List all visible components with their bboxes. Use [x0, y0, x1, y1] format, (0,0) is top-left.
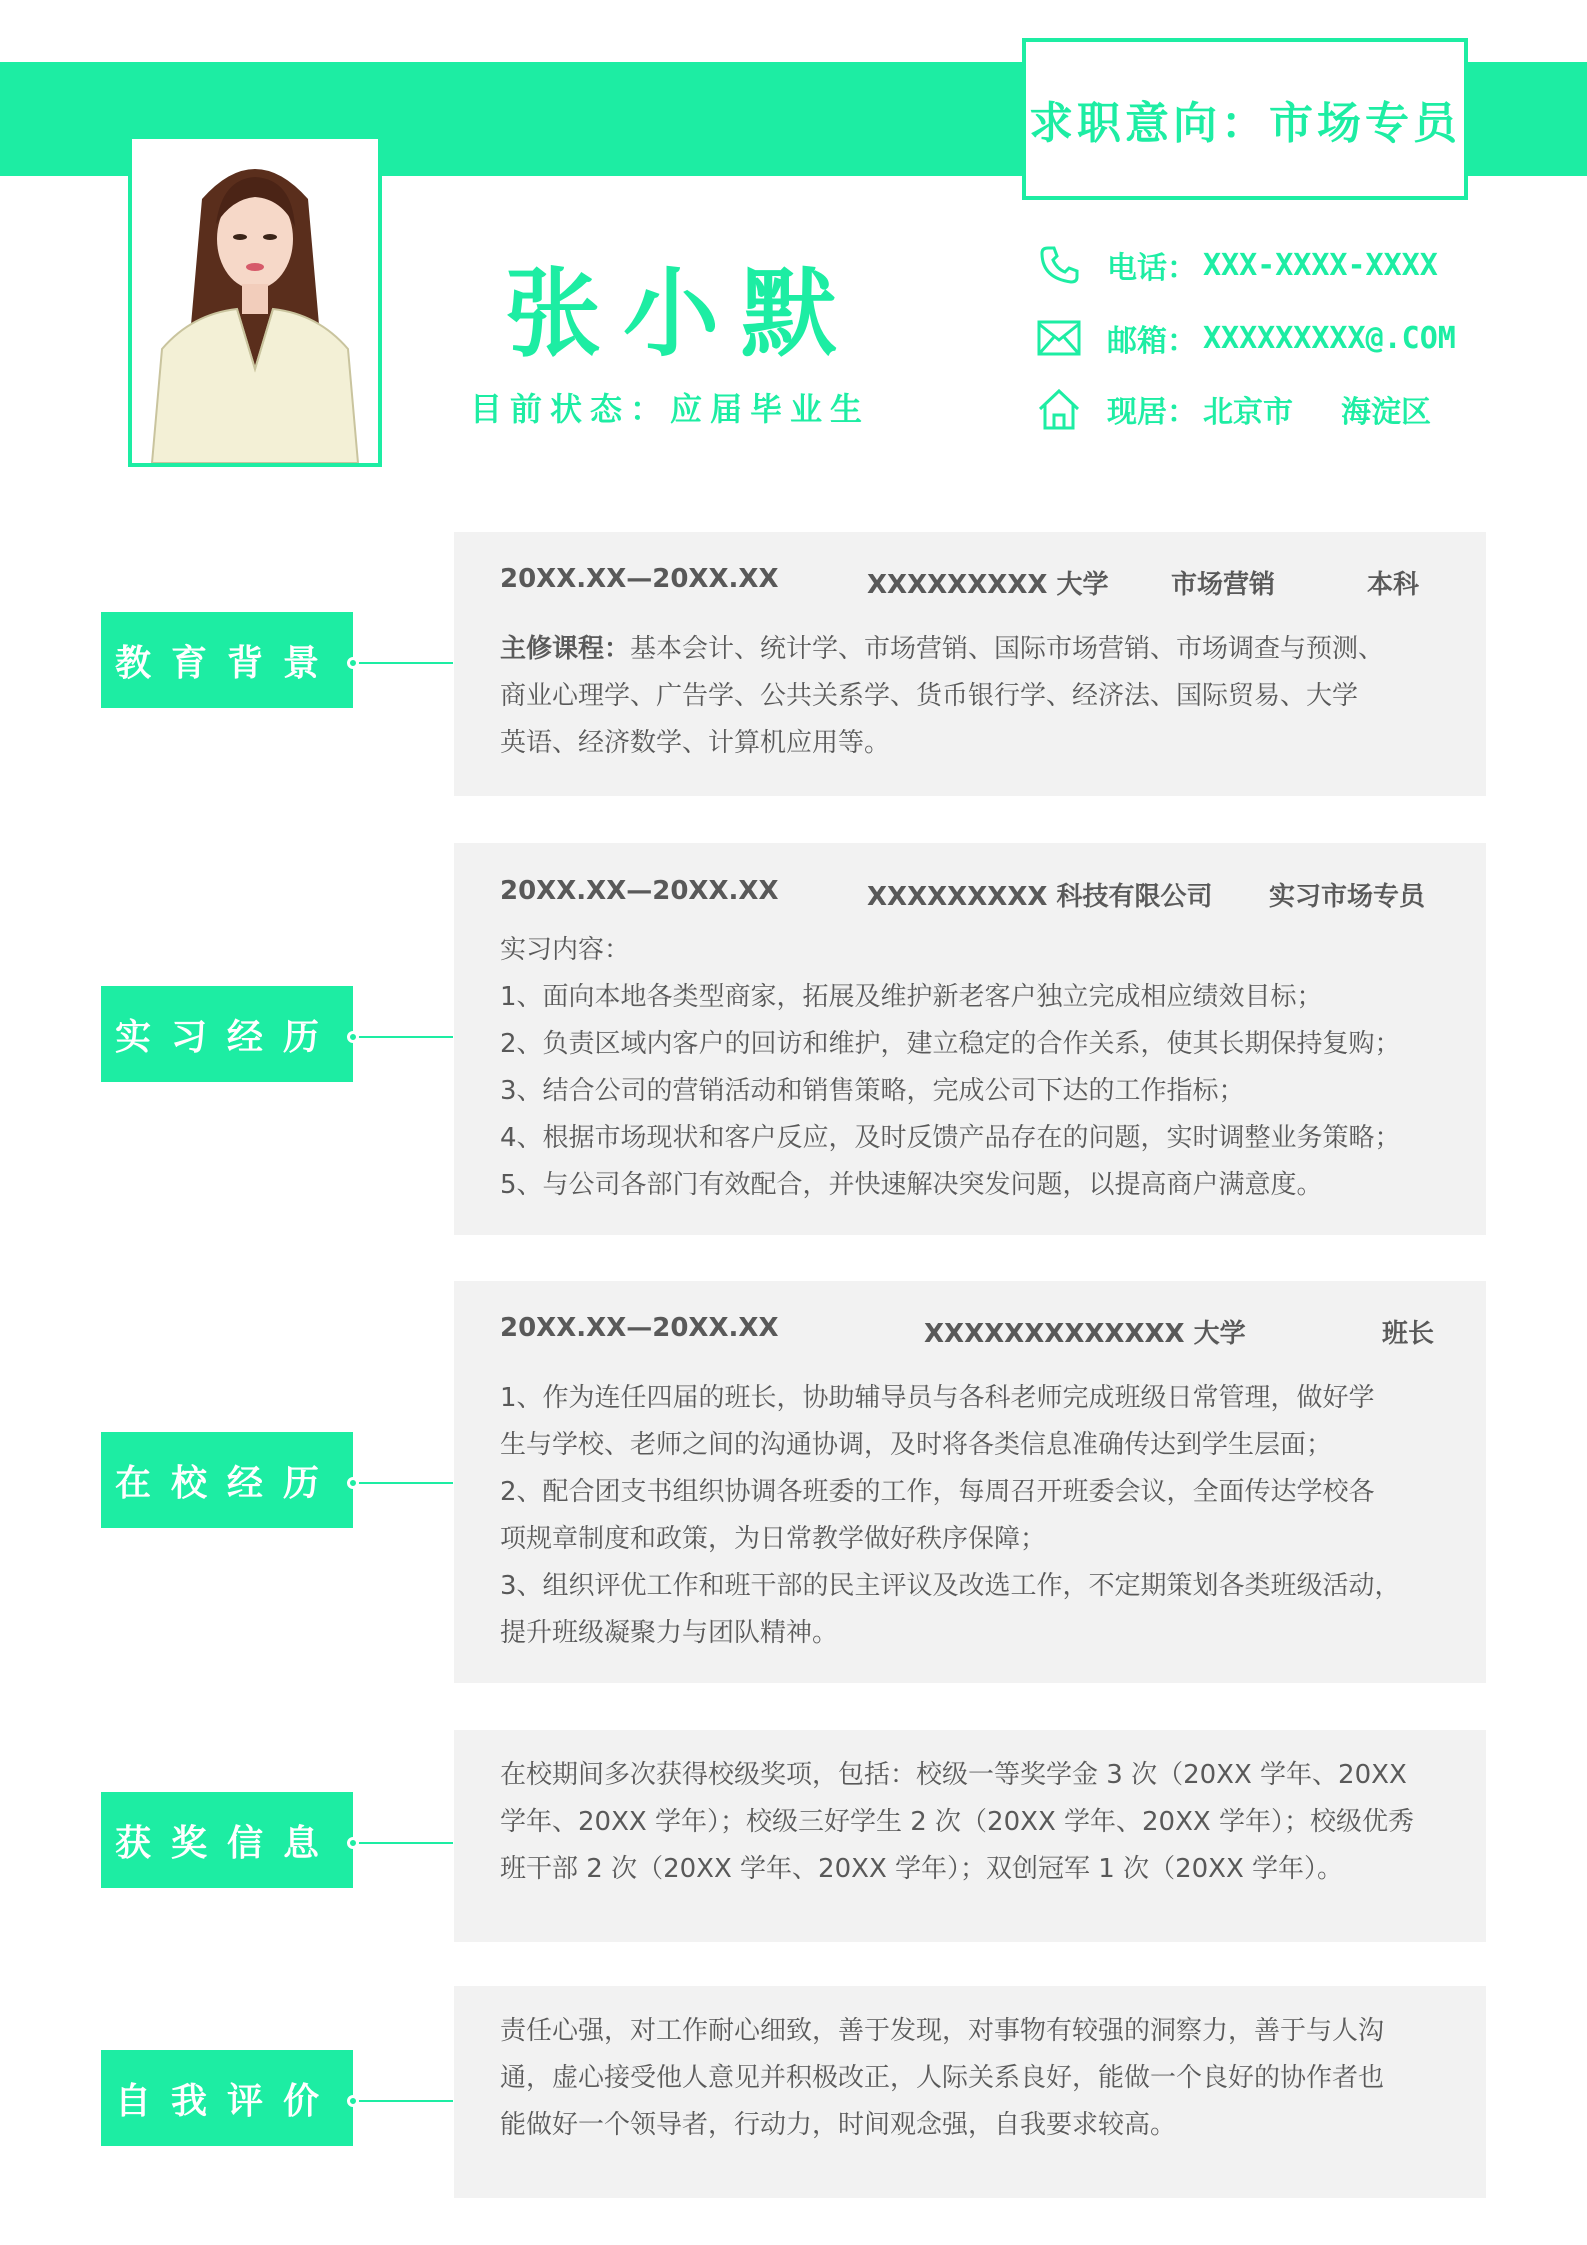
email-value: XXXXXXXXX@.COM: [1203, 320, 1456, 356]
intern-content-label: 实习内容：: [500, 935, 631, 965]
campus-line-4: 项规章制度和政策，为日常教学做好秩序保障；: [500, 1524, 1047, 1554]
avatar: [128, 135, 382, 467]
intern-line-5: 5、与公司各部门有效配合，并快速解决突发问题，以提高商户满意度。: [500, 1170, 1323, 1200]
campus-line-1: 1、作为连任四届的班长，协助辅导员与各科老师完成班级日常管理，做好学: [500, 1383, 1375, 1413]
address-district: 海淀区: [1341, 395, 1431, 430]
home-icon: [1035, 385, 1083, 433]
edu-line-3: 英语、经济数学、计算机应用等。: [500, 728, 891, 758]
contact-email: [1035, 313, 1456, 363]
current-status: 目前状态：应届毕业生: [470, 390, 871, 428]
intern-line-4: 4、根据市场现状和客户反应，及时反馈产品存在的问题，实时调整业务策略；: [500, 1123, 1401, 1153]
campus-line-5: 3、组织评优工作和班干部的民主评议及改选工作，不定期策划各类班级活动，: [500, 1571, 1401, 1601]
intern-period: 20XX.XX—20XX.XX: [500, 876, 779, 906]
connector-internship: [351, 1036, 453, 1038]
courses-label: 主修课程：: [500, 634, 631, 664]
address-city: 北京市: [1203, 395, 1293, 430]
section-label-campus: 在校经历: [101, 1432, 353, 1528]
card-internship: [454, 843, 1486, 1235]
edu-period: 20XX.XX—20XX.XX: [500, 564, 779, 594]
edu-degree: 本科: [1367, 570, 1420, 600]
contact-phone: [1035, 240, 1438, 290]
phone-label: 电话：: [1107, 251, 1197, 286]
card-self-eval: [454, 1986, 1486, 2198]
phone-icon: [1035, 241, 1083, 289]
phone-value: XXX-XXXX-XXXX: [1203, 247, 1438, 283]
section-label-awards: 获奖信息: [101, 1792, 353, 1888]
address-label: 现居：: [1107, 395, 1197, 430]
edu-school: XXXXXXXXX 大学: [867, 570, 1109, 600]
section-label-education: 教育背景: [101, 612, 353, 708]
intern-company: XXXXXXXXX 科技有限公司: [867, 882, 1213, 912]
card-awards: [454, 1730, 1486, 1942]
campus-role: 班长: [1382, 1319, 1435, 1349]
section-label-self-eval: 自我评价: [101, 2050, 353, 2146]
candidate-name: 张小默: [505, 258, 859, 370]
section-label-internship: 实习经历: [101, 986, 353, 1082]
campus-line-2: 生与学校、老师之间的沟通协调，及时将各类信息准确传达到学生层面；: [500, 1430, 1333, 1460]
campus-line-3: 2、配合团支书组织协调各班委的工作，每周召开班委会议，全面传达学校各: [500, 1477, 1375, 1507]
card-campus: [454, 1281, 1486, 1683]
awards-line-1: 在校期间多次获得校级奖项，包括：校级一等奖学金 3 次（20XX 学年、20XX: [500, 1760, 1407, 1790]
intern-line-2: 2、负责区域内客户的回访和维护，建立稳定的合作关系，使其长期保持复购；: [500, 1029, 1401, 1059]
intern-role: 实习市场专员: [1269, 882, 1426, 912]
awards-line-2: 学年、20XX 学年）；校级三好学生 2 次（20XX 学年、20XX 学年）；校级优秀: [500, 1807, 1414, 1837]
self-eval-line-1: 责任心强，对工作耐心细致，善于发现，对事物有较强的洞察力，善于与人沟: [500, 2016, 1385, 2046]
connector-dot: [347, 657, 359, 669]
edu-major: 市场营销: [1171, 570, 1276, 600]
connector-campus: [351, 1482, 453, 1484]
connector-dot: [347, 1477, 359, 1489]
intern-line-3: 3、结合公司的营销活动和销售策略，完成公司下达的工作指标；: [500, 1076, 1245, 1106]
self-eval-line-3: 能做好一个领导者，行动力，时间观念强，自我要求较高。: [500, 2110, 1177, 2140]
job-intent: 求职意向：市场专员: [1029, 98, 1461, 149]
mail-icon: [1035, 314, 1083, 362]
connector-education: [351, 662, 453, 664]
connector-awards: [351, 1842, 453, 1844]
campus-period: 20XX.XX—20XX.XX: [500, 1313, 779, 1343]
self-eval-line-2: 通，虚心接受他人意见并积极改正，人际关系良好，能做一个良好的协作者也: [500, 2063, 1385, 2093]
intern-line-1: 1、面向本地各类型商家，拓展及维护新老客户独立完成相应绩效目标；: [500, 982, 1323, 1012]
edu-line-1: 主修课程：基本会计、统计学、市场营销、国际市场营销、市场调查与预测、: [500, 634, 1385, 664]
card-education: [454, 532, 1486, 796]
connector-self-eval: [351, 2100, 453, 2102]
connector-dot: [347, 2095, 359, 2107]
connector-dot: [347, 1031, 359, 1043]
edu-line-2: 商业心理学、广告学、公共关系学、货币银行学、经济法、国际贸易、大学: [500, 681, 1359, 711]
campus-school: XXXXXXXXXXXXX 大学: [924, 1319, 1246, 1349]
email-label: 邮箱：: [1107, 324, 1197, 359]
contact-address: [1035, 384, 1431, 434]
campus-line-6: 提升班级凝聚力与团队精神。: [500, 1618, 839, 1648]
connector-dot: [347, 1837, 359, 1849]
job-intent-box: [1022, 38, 1468, 200]
awards-line-3: 班干部 2 次（20XX 学年、20XX 学年）；双创冠军 1 次（20XX 学年）。: [500, 1854, 1344, 1884]
